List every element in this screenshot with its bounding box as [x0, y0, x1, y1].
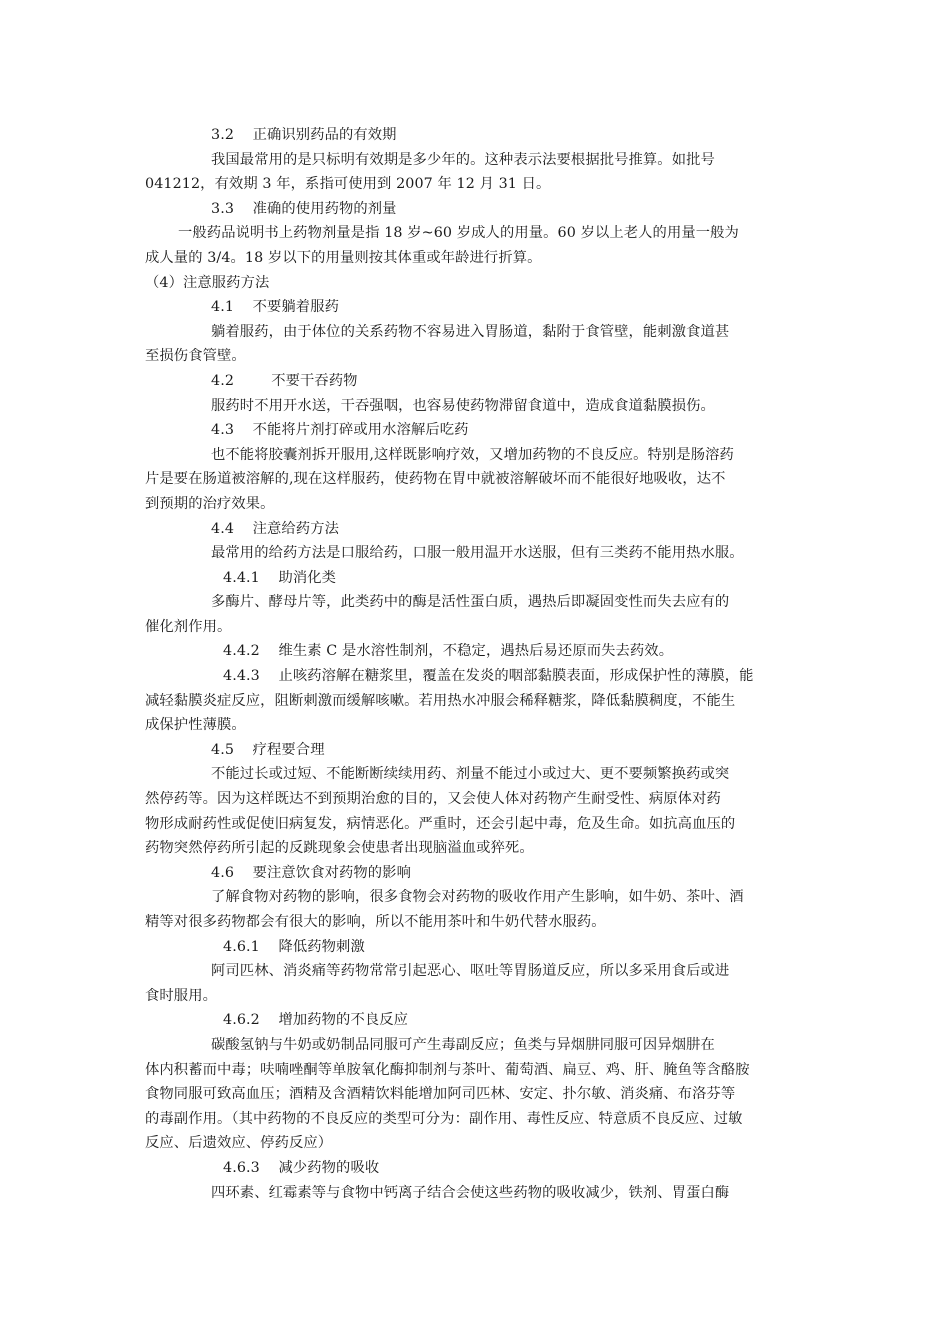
section-heading: 3.3 准确的使用药物的剂量: [211, 200, 397, 217]
paragraph-line: 多酶片、酵母片等，此类药中的酶是活性蛋白质，遇热后即凝固变性而失去应有的: [211, 594, 730, 611]
paragraph-line: 然停药等。因为这样既达不到预期治愈的目的，又会使人体对药物产生耐受性、病原体对药: [145, 791, 721, 808]
paragraph-line: 药物突然停药所引起的反跳现象会使患者出现脑溢血或猝死。: [145, 840, 534, 857]
paragraph-line: 成保护性薄膜。: [145, 717, 246, 734]
paragraph-line: 碳酸氢钠与牛奶或奶制品同服可产生毒副反应；鱼类与异烟肼同服可因异烟肼在: [211, 1036, 715, 1053]
paragraph-line: 反应、后遗效应、停药反应）: [145, 1135, 333, 1152]
section-heading: 4.6.3 减少药物的吸收: [223, 1159, 380, 1176]
paragraph-line: 阿司匹林、消炎痛等药物常常引起恶心、呕吐等胃肠道反应，所以多采用食后或进: [211, 963, 730, 980]
paragraph-line: 4.4.3 止咳药溶解在糖浆里，覆盖在发炎的咽部黏膜表面，形成保护性的薄膜，能: [223, 668, 754, 685]
paragraph-line: 食时服用。: [145, 987, 217, 1004]
paragraph-line: 四环素、红霉素等与食物中钙离子结合会使这些药物的吸收减少，铁剂、胃蛋白酶: [211, 1184, 730, 1201]
paragraph-line: 物形成耐药性或促使旧病复发，病情恶化。严重时，还会引起中毒，危及生命。如抗高血压的: [145, 815, 736, 832]
paragraph-line: 服药时不用开水送，干吞强咽，也容易使药物滞留食道中，造成食道黏膜损伤。: [211, 397, 715, 414]
section-heading: 4.5 疗程要合理: [211, 741, 325, 758]
paragraph-line: 一般药品说明书上药物剂量是指 18 岁~60 岁成人的用量。60 岁以上老人的用量一般为: [178, 225, 739, 242]
section-heading: 4.6.1 降低药物刺激: [223, 938, 365, 955]
paragraph-line: 的毒副作用。（其中药物的不良反应的类型可分为：副作用、毒性反应、特意质不良反应、过敏: [145, 1110, 743, 1127]
paragraph-line: 我国最常用的是只标明有效期是多少年的。这种表示法要根据批号推算。如批号: [211, 151, 715, 168]
section-heading: 4.6.2 增加药物的不良反应: [223, 1012, 409, 1029]
paragraph-line: 片是要在肠道被溶解的,现在这样服药，使药物在胃中就被溶解破坏而不能很好地吸收，达不: [145, 471, 726, 488]
section-heading: 4.2 不要干吞药物: [211, 372, 358, 389]
paragraph-line: 体内积蓄而中毒；呋喃唑酮等单胺氧化酶抑制剂与茶叶、葡萄酒、扁豆、鸡、肝、腌鱼等含酪胺: [145, 1061, 750, 1078]
paragraph-line: 成人量的 3/4。18 岁以下的用量则按其体重或年龄进行折算。: [145, 249, 542, 266]
paragraph-line: 精等对很多药物都会有很大的影响，所以不能用茶叶和牛奶代替水服药。: [145, 914, 606, 930]
section-heading: （4）注意服药方法: [145, 274, 270, 291]
section-heading: 4.6 要注意饮食对药物的影响: [211, 864, 411, 881]
paragraph-line: 了解食物对药物的影响，很多食物会对药物的吸收作用产生影响，如牛奶、茶叶、酒: [211, 889, 744, 906]
section-heading: 4.4.1 助消化类: [223, 569, 337, 586]
paragraph-line: 不能过长或过短、不能断断续续用药、剂量不能过小或过大、更不要频繁换药或突: [211, 766, 730, 783]
document-body: [145, 123, 813, 1205]
paragraph-line: 催化剂作用。: [145, 618, 232, 635]
paragraph-line: 躺着服药，由于体位的关系药物不容易进入胃肠道，黏附于食管壁，能刺激食道甚: [211, 323, 730, 340]
paragraph-line: 041212，有效期 3 年，系指可使用到 2007 年 12 月 31 日。: [145, 176, 551, 193]
section-heading: 4.4 注意给药方法: [211, 520, 339, 537]
paragraph-line: 到预期的治疗效果。: [145, 495, 275, 512]
section-heading: 3.2 正确识别药品的有效期: [211, 127, 397, 143]
section-heading: 4.3 不能将片剂打碎或用水溶解后吃药: [211, 422, 469, 439]
paragraph-line: 4.4.2 维生素 C 是水溶性制剂，不稳定，遇热后易还原而失去药效。: [223, 643, 674, 660]
paragraph-line: 减轻黏膜炎症反应，阻断刺激而缓解咳嗽。若用热水冲服会稀释糖浆，降低黏膜稠度，不能生: [145, 692, 736, 709]
paragraph-line: 食物同服可致高血压；酒精及含酒精饮料能增加阿司匹林、安定、扑尔敏、消炎痛、布洛芬等: [145, 1086, 736, 1103]
paragraph-line: 最常用的给药方法是口服给药，口服一般用温开水送服，但有三类药不能用热水服。: [211, 545, 744, 562]
paragraph-line: 至损伤食管壁。: [145, 348, 246, 365]
section-heading: 4.1 不要躺着服药: [211, 299, 339, 316]
paragraph-line: 也不能将胶囊剂拆开服用,这样既影响疗效，又增加药物的不良反应。特别是肠溶药: [211, 446, 734, 463]
